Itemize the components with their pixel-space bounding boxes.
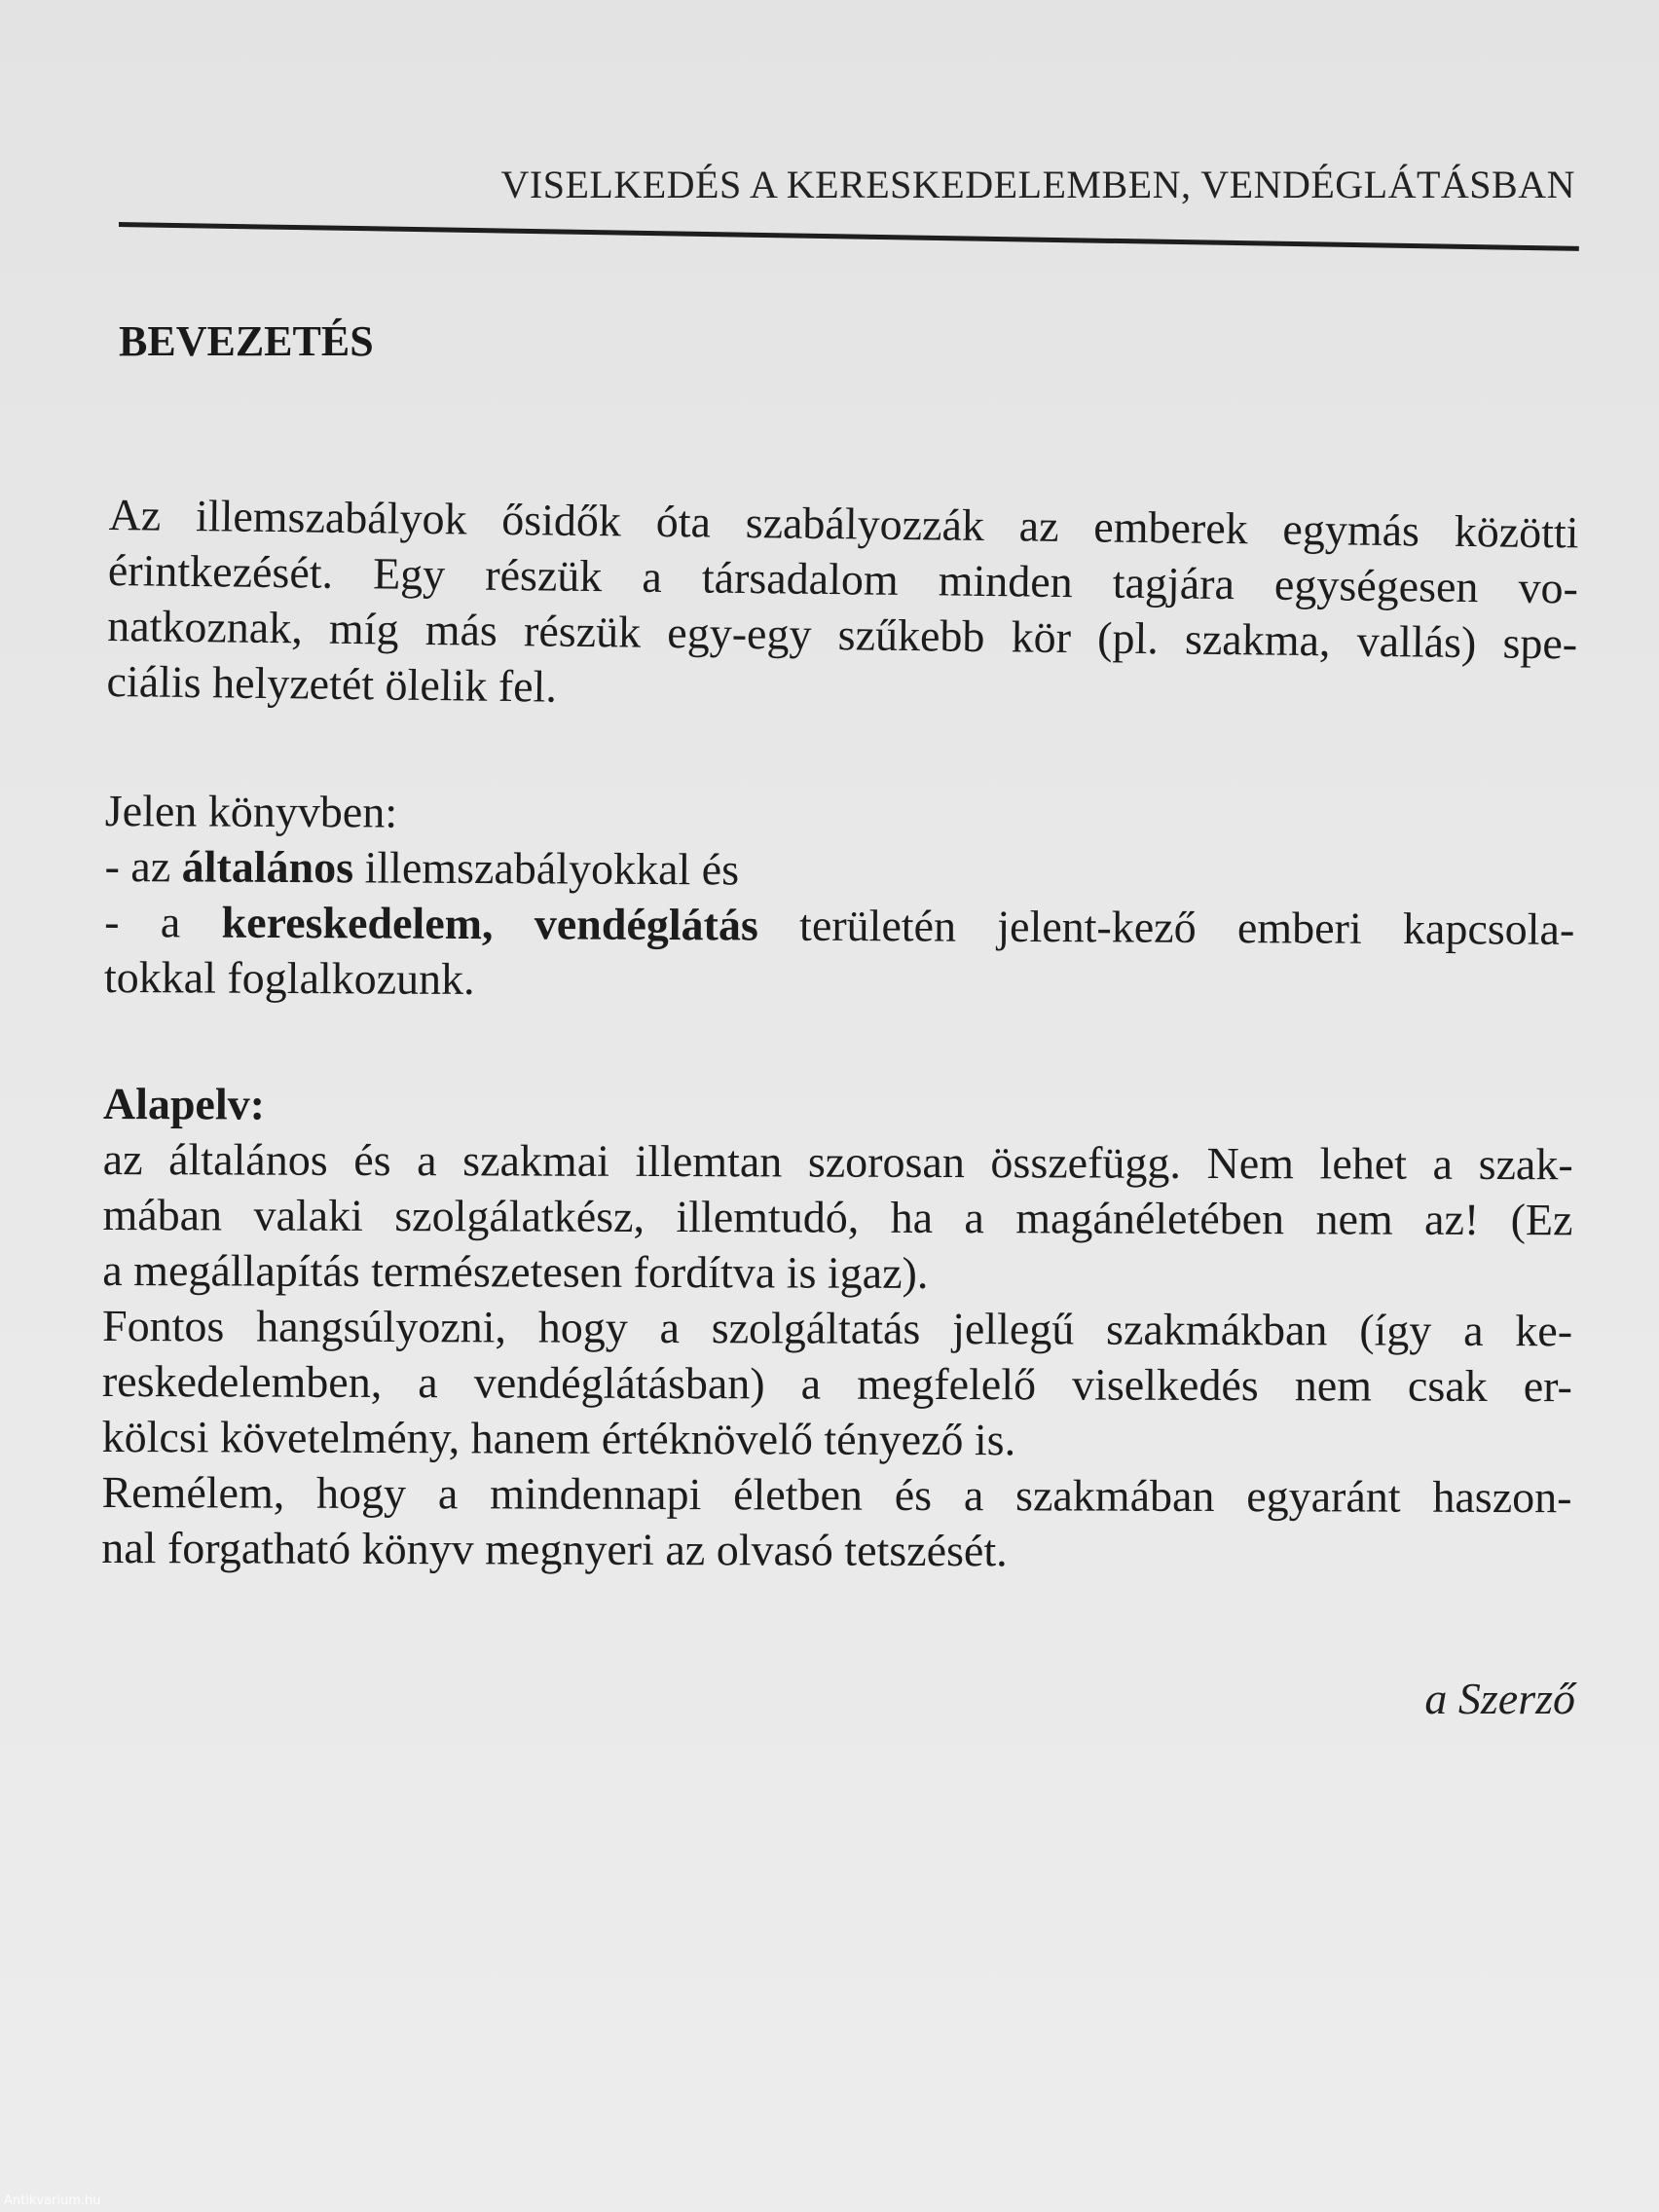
paragraph-line: nal forgatható könyv megnyeri az olvasó tetszését.: [101, 1522, 1008, 1576]
scope-item-2-suffix: területén jelent-kező emberi kapcsola-: [757, 900, 1575, 954]
scope-item-1-prefix: - az: [104, 840, 182, 892]
scope-item-2: [104, 894, 1574, 957]
intro-paragraph: [106, 487, 1579, 726]
paragraph-line: az általános és a szakmai illemtan szorosan összefügg. Nem lehet a szak-: [102, 1133, 1573, 1190]
scope-paragraph: [104, 783, 1575, 1013]
scope-item-1: [104, 838, 1574, 902]
scope-intro: Jelen könyvben:: [104, 785, 398, 837]
paragraph-line: reskedelemben, a vendéglátásban) a megfelelő viselkedés nem csak er-: [101, 1355, 1572, 1412]
scope-item-2-bold: kereskedelem, vendéglátás: [221, 897, 758, 950]
watermark: Antikvarium.hu: [4, 2194, 101, 2208]
scope-item-1-suffix: illemszabályokkal és: [352, 842, 740, 895]
paragraph-line: kölcsi követelmény, hanem értéknövelő tényező is.: [101, 1411, 1016, 1465]
principle-label: [103, 1076, 1573, 1136]
author-signature: a Szerző: [1424, 1674, 1575, 1723]
running-header: VISELKEDÉS A KERESKEDELEMBEN, VENDÉGLÁTÁSBAN: [500, 163, 1575, 206]
paragraph-line: mában valaki szolgálatkész, illemtudó, ha a magánéletében nem az! (Ez: [102, 1189, 1573, 1245]
scope-item-2-continued: tokkal foglalkozunk.: [103, 951, 475, 1004]
paragraph-line: Remélem, hogy a mindennapi életben és a szakmában egyaránt haszon-: [101, 1466, 1572, 1523]
paragraph-line: natkoznak, míg más részük egy-egy szűkebb kör (pl. szakma, vallás) spe-: [106, 600, 1578, 669]
paragraph-line: Fontos hangsúlyozni, hogy a szolgáltatás jellegű szakmákban (így a ke-: [102, 1300, 1573, 1356]
paragraph-line: ciális helyzetét ölelik fel.: [106, 655, 558, 712]
scope-item-2-prefix: - a: [104, 896, 222, 947]
paragraph-line: érintkezését. Egy részük a társadalom minden tagjára egységesen vo-: [107, 544, 1579, 613]
principle-paragraph: [101, 1076, 1573, 1580]
paragraph-line: a megállapítás természetesen fordítva is igaz).: [102, 1244, 929, 1298]
header-rule: [119, 222, 1579, 251]
paragraph-line: Az illemszabályok ősidők óta szabályozzák az emberek egymás közötti: [108, 489, 1579, 558]
scope-item-1-bold: általános: [181, 841, 354, 893]
principle-label-text: Alapelv:: [102, 1079, 266, 1129]
section-title: BEVEZETÉS: [119, 317, 374, 365]
